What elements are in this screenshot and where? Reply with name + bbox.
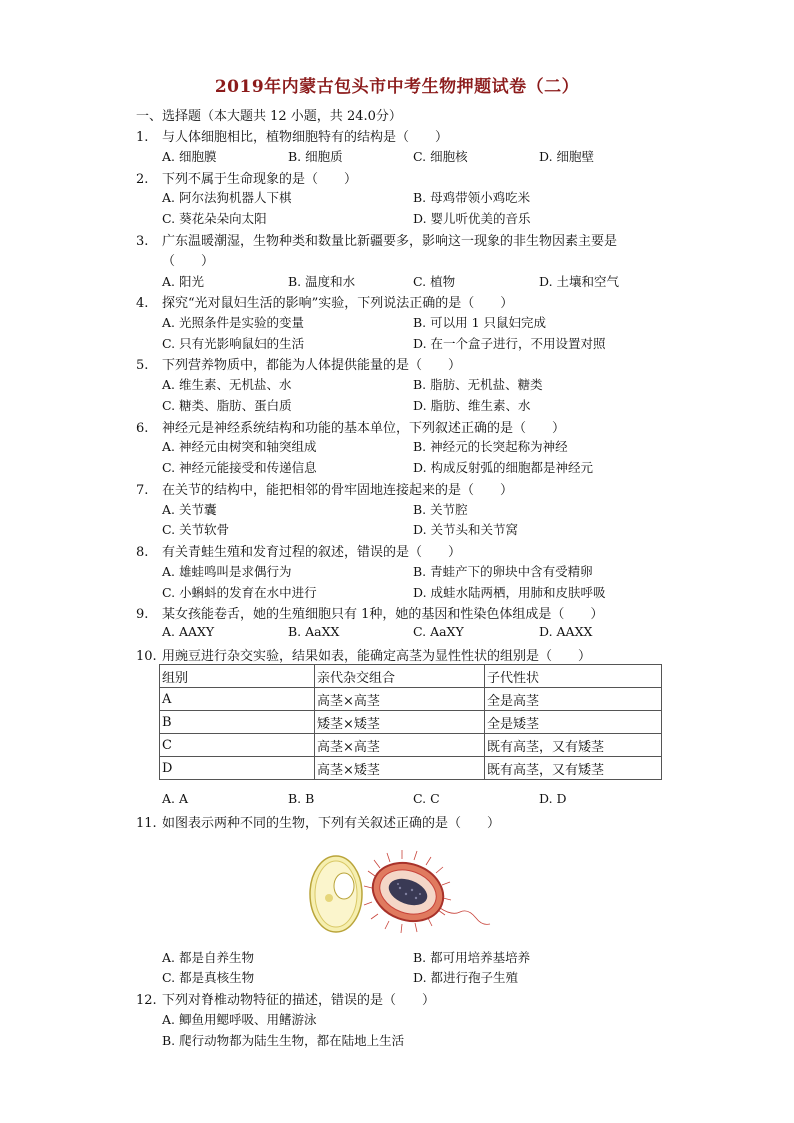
question-stem-continued: （ ）	[162, 254, 215, 269]
option-a: A. 都是自养生物	[162, 950, 254, 965]
yeast-cell-illustration	[310, 856, 362, 932]
question-stem: 下列对脊椎动物特征的描述，错误的是（ ）	[162, 993, 436, 1008]
question-10	[136, 645, 591, 664]
table-cell: 矮茎×矮茎	[315, 711, 485, 734]
table-header-cell: 亲代杂交组合	[315, 665, 485, 688]
option-d: D. AAXX	[539, 624, 593, 639]
option-b: B. 细胞质	[288, 149, 343, 164]
option-d: D. 构成反射弧的细胞都是神经元	[413, 460, 594, 475]
table-cell: A	[160, 688, 315, 711]
option-c: C. C	[413, 791, 440, 806]
table-cell: 全是矮茎	[485, 711, 662, 734]
option-c: C. 只有光影响鼠妇的生活	[162, 336, 305, 351]
option-c: C. 植物	[413, 274, 456, 289]
question-stem: 下列营养物质中，都能为人体提供能量的是（ ）	[162, 358, 462, 373]
option-a: A. 雄蛙鸣叫是求偶行为	[162, 564, 292, 579]
option-a: A. 阳光	[162, 274, 204, 289]
question-stem: 某女孩能卷舌，她的生殖细胞只有 1种，她的基因和性染色体组成是（ ）	[162, 607, 604, 622]
option-d: D. 脂肪、维生素、水	[413, 398, 531, 413]
option-a: A. 鲫鱼用鳃呼吸、用鳍游泳	[162, 1012, 317, 1027]
option-b: B. 可以用 1 只鼠妇完成	[413, 315, 547, 330]
table-cell: B	[160, 711, 315, 734]
option-c: C. 糖类、脂肪、蛋白质	[162, 398, 292, 413]
table-header-cell: 子代性状	[485, 665, 662, 688]
table-row	[160, 711, 662, 734]
question-stem: 在关节的结构中，能把相邻的骨牢固地连接起来的是（ ）	[162, 483, 514, 498]
question-stem: 与人体细胞相比，植物细胞特有的结构是（ ）	[162, 130, 449, 145]
table-cell: 高茎×矮茎	[315, 757, 485, 780]
option-b: B. 爬行动物都为陆生生物，都在陆地上生活	[162, 1033, 405, 1048]
question-number: 10.	[136, 649, 157, 664]
question-number: 2.	[136, 172, 149, 187]
question-2	[136, 168, 357, 187]
table-header-row	[160, 665, 662, 688]
table-cell: C	[160, 734, 315, 757]
option-a: A. 维生素、无机盐、水	[162, 377, 292, 392]
question-number: 4.	[136, 296, 149, 311]
option-d: D. 婴儿听优美的音乐	[413, 211, 531, 226]
option-a: A. 神经元由树突和轴突组成	[162, 439, 317, 454]
option-c: C. 细胞核	[413, 149, 468, 164]
option-d: D. 成蛙水陆两栖，用肺和皮肤呼吸	[413, 585, 606, 600]
option-c: C. 神经元能接受和传递信息	[162, 460, 317, 475]
question-number: 3.	[136, 234, 149, 249]
question-11	[136, 812, 500, 831]
option-b: B. AaXX	[288, 624, 340, 639]
question-stem: 神经元是神经系统结构和功能的基本单位，下列叙述正确的是（ ）	[162, 421, 566, 436]
question-1	[136, 126, 448, 145]
option-a: A. AAXY	[162, 624, 215, 639]
cross-results-table	[159, 664, 662, 780]
question-stem: 下列不属于生命现象的是（ ）	[162, 172, 358, 187]
option-a: A. 阿尔法狗机器人下棋	[162, 190, 292, 205]
question-stem: 用豌豆进行杂交实验，结果如表，能确定高茎为显性性状的组别是（ ）	[162, 649, 592, 664]
question-5	[136, 354, 461, 373]
question-7	[136, 479, 513, 498]
option-b: B. 母鸡带领小鸡吃米	[413, 190, 531, 205]
question-number: 7.	[136, 483, 149, 498]
question-3	[136, 230, 617, 249]
question-stem: 探究“光对鼠妇生活的影响”实验，下列说法正确的是（ ）	[162, 296, 514, 311]
question-9	[136, 603, 603, 622]
table-header-cell: 组别	[160, 665, 315, 688]
option-d: D. 在一个盒子进行，不用设置对照	[413, 336, 606, 351]
option-d: D. D	[539, 791, 567, 806]
bacterium-illustration	[364, 850, 490, 933]
option-c: C. 小蝌蚪的发育在水中进行	[162, 585, 317, 600]
option-c: C. AaXY	[413, 624, 464, 639]
option-b: B. B	[288, 791, 315, 806]
question-stem: 有关青蛙生殖和发育过程的叙述，错误的是（ ）	[162, 545, 462, 560]
option-a: A. 关节囊	[162, 502, 217, 517]
question-stem: 广东温暖潮湿，生物种类和数量比新疆要多，影响这一现象的非生物因素主要是	[162, 234, 618, 249]
option-a: A. A	[162, 791, 189, 806]
table-row	[160, 734, 662, 757]
question-12	[136, 989, 435, 1008]
option-c: C. 葵花朵朵向太阳	[162, 211, 267, 226]
question-stem: 如图表示两种不同的生物，下列有关叙述正确的是（ ）	[162, 816, 501, 831]
option-b: B. 都可用培养基培养	[413, 950, 531, 965]
question-number: 11.	[136, 816, 157, 831]
table-cell: 全是高茎	[485, 688, 662, 711]
option-b: B. 温度和水	[288, 274, 356, 289]
question-number: 9.	[136, 607, 149, 622]
question-number: 5.	[136, 358, 149, 373]
question-6	[136, 417, 565, 436]
table-cell: 既有高茎，又有矮茎	[485, 757, 662, 780]
option-d: D. 土壤和空气	[539, 274, 620, 289]
option-b: B. 神经元的长突起称为神经	[413, 439, 568, 454]
table-row	[160, 688, 662, 711]
option-b: B. 青蛙产下的卵块中含有受精卵	[413, 564, 593, 579]
option-d: D. 都进行孢子生殖	[413, 970, 519, 985]
question-number: 12.	[136, 993, 157, 1008]
table-cell: 既有高茎，又有矮茎	[485, 734, 662, 757]
option-d: D. 细胞壁	[539, 149, 595, 164]
option-d: D. 关节头和关节窝	[413, 522, 519, 537]
organisms-figure	[300, 848, 500, 943]
option-b: B. 脂肪、无机盐、糖类	[413, 377, 543, 392]
question-number: 1.	[136, 130, 149, 145]
option-c: C. 关节软骨	[162, 522, 230, 537]
question-4	[136, 292, 513, 311]
table-cell: 高茎×高茎	[315, 688, 485, 711]
question-number: 6.	[136, 421, 149, 436]
option-b: B. 关节腔	[413, 502, 468, 517]
option-a: A. 细胞膜	[162, 149, 217, 164]
option-c: C. 都是真核生物	[162, 970, 255, 985]
table-row	[160, 757, 662, 780]
table-cell: 高茎×高茎	[315, 734, 485, 757]
table-cell: D	[160, 757, 315, 780]
question-number: 8.	[136, 545, 149, 560]
option-a: A. 光照条件是实验的变量	[162, 315, 304, 330]
section-heading: 一、选择题（本大题共 12 小题，共 24.0分）	[136, 109, 402, 124]
question-8	[136, 541, 461, 560]
page-title: 2019年内蒙古包头市中考生物押题试卷（二）	[214, 77, 580, 97]
